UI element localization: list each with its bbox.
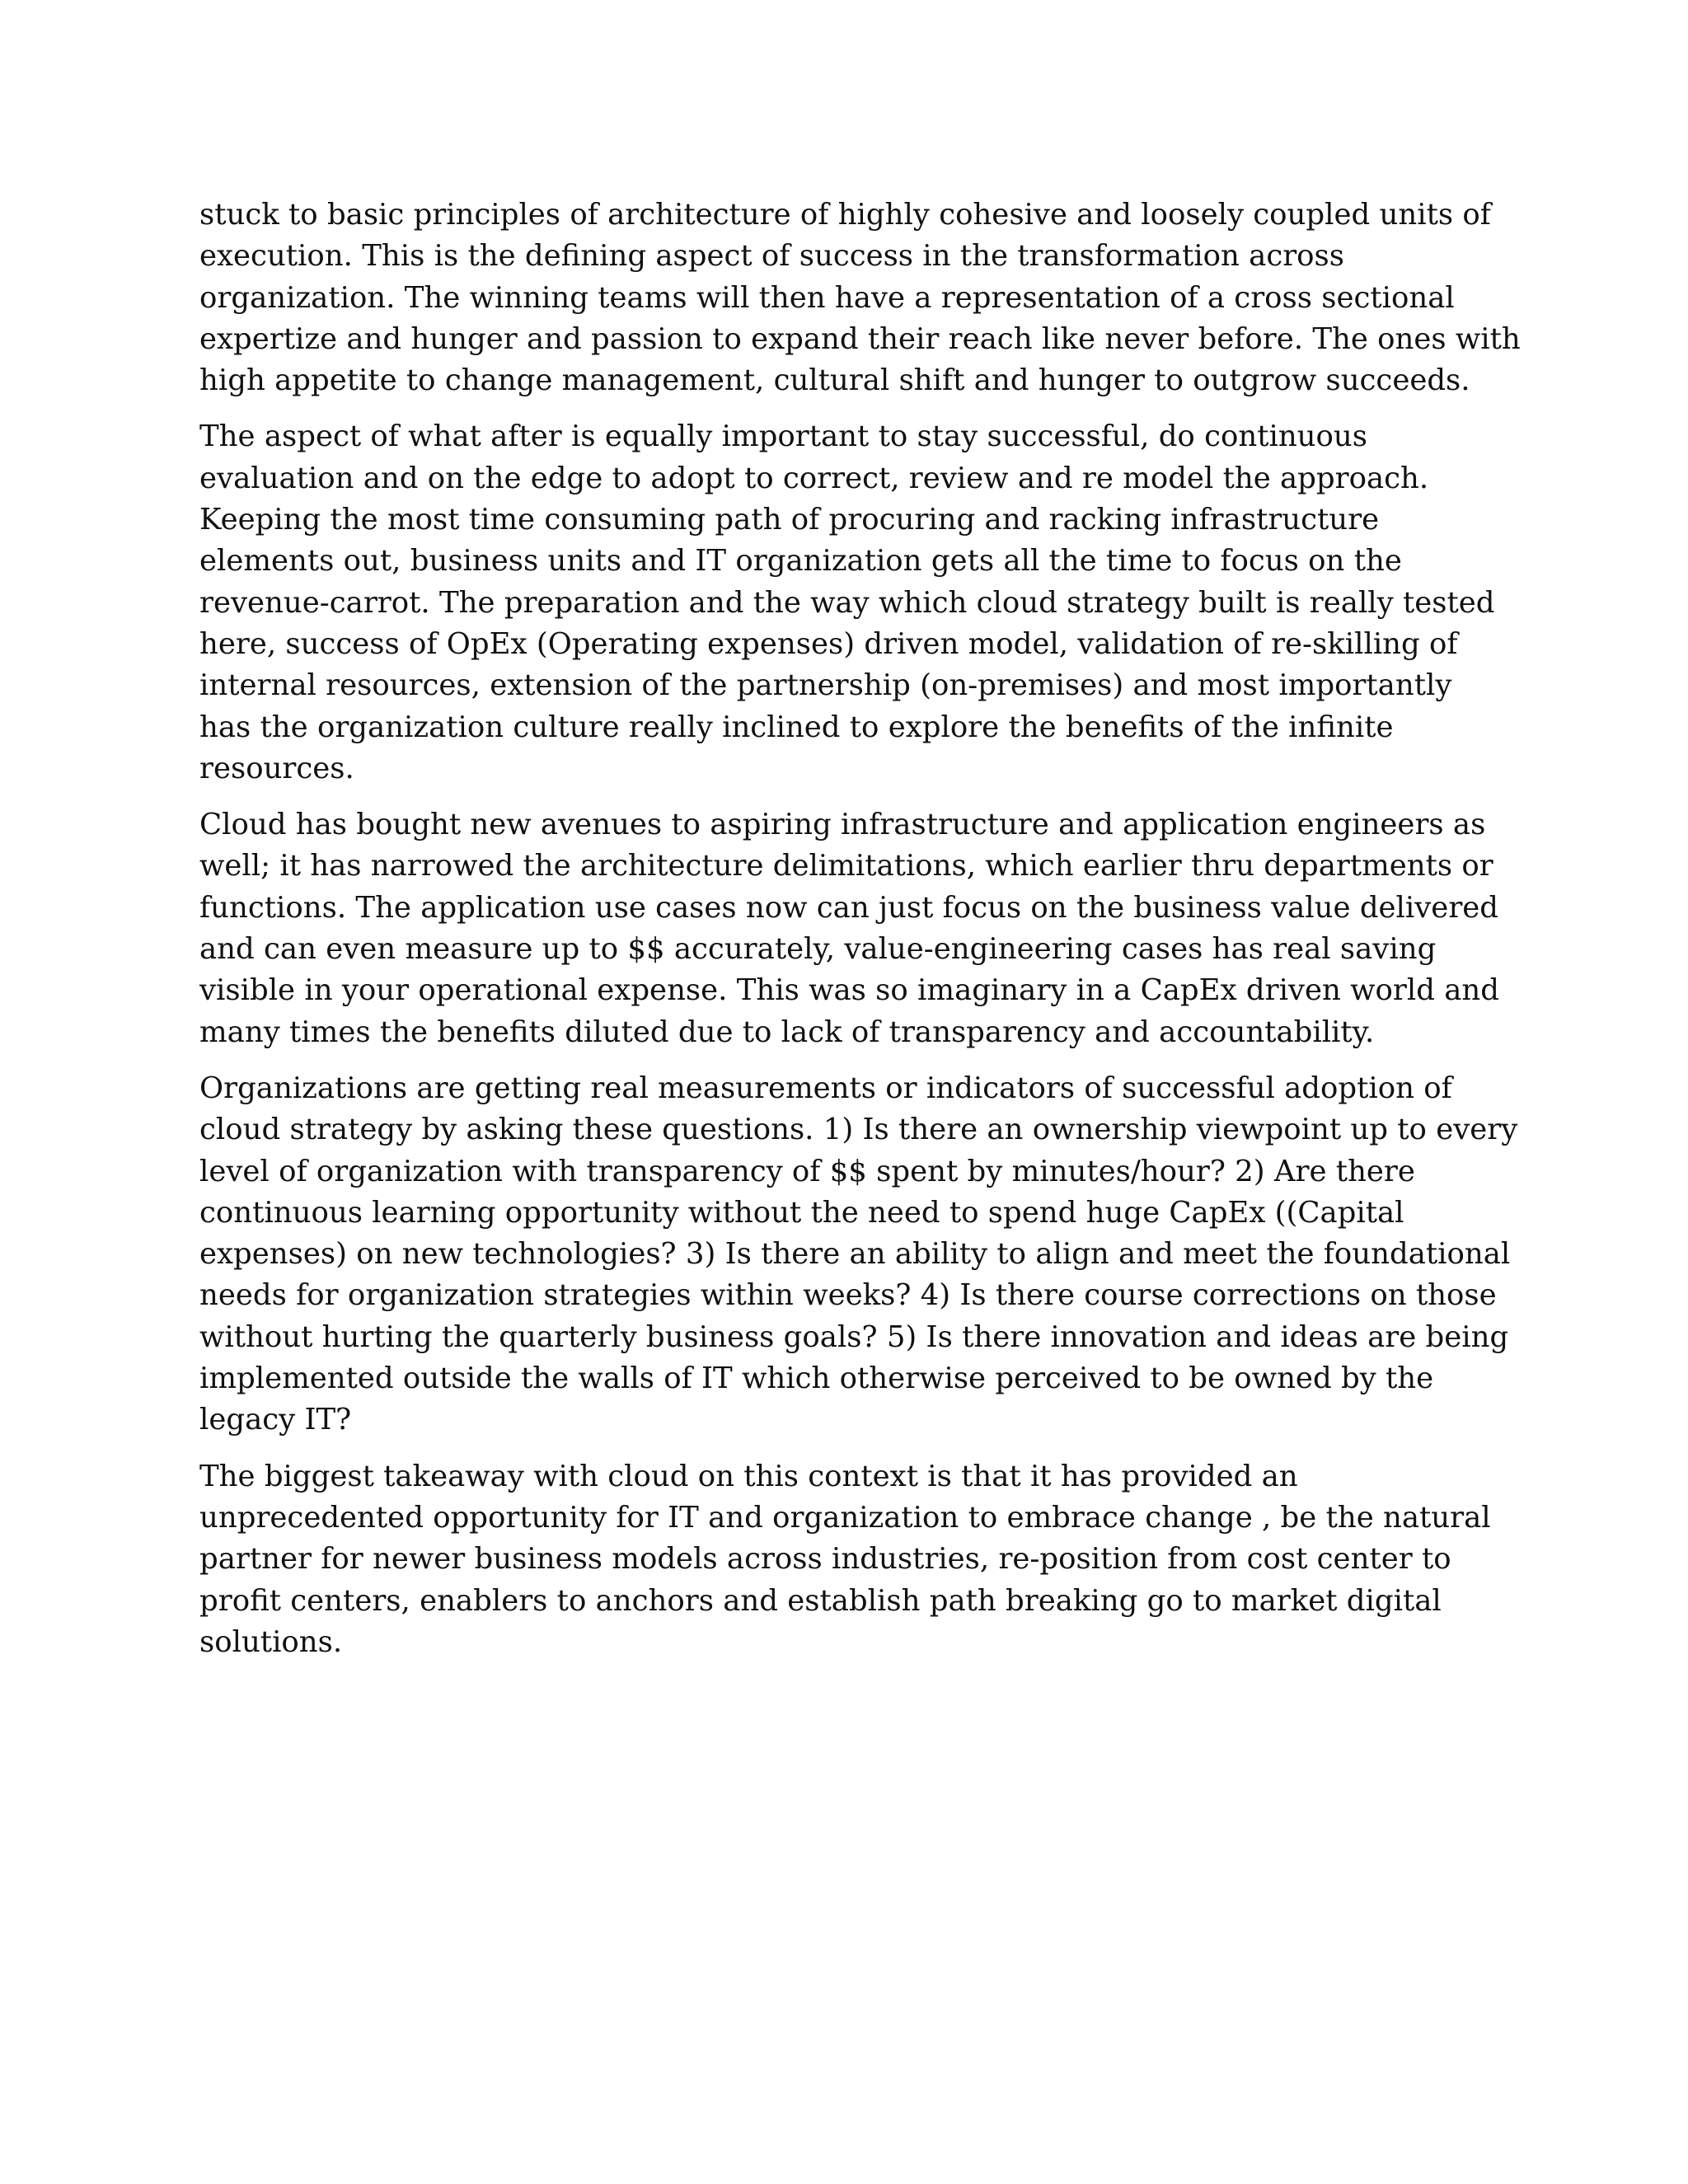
- text-line: profit centers, enablers to anchors and establish path breaking go to market digital: [199, 1583, 1442, 1618]
- text-line: Keeping the most time consuming path of procuring and racking infrastructure: [199, 503, 1380, 537]
- text-line: elements out, business units and IT organization gets all the time to focus on the: [199, 544, 1402, 579]
- text-line: has the organization culture really inclined to explore the benefits of the infinite: [199, 710, 1394, 744]
- paragraph-architecture-principles: [199, 194, 1521, 401]
- text-line: implemented outside the walls of IT which otherwise perceived to be owned by the: [199, 1361, 1434, 1396]
- text-line: and can even measure up to $$ accurately, value-engineering cases has real saving: [199, 932, 1437, 967]
- paragraph-adoption-questions: [199, 1068, 1518, 1441]
- text-line: Cloud has bought new avenues to aspiring infrastructure and application engineers as: [199, 808, 1486, 842]
- text-line: unprecedented opportunity for IT and organization to embrace change , be the natural: [199, 1500, 1491, 1535]
- text-line: organization. The winning teams will then have a representation of a cross sectional: [199, 280, 1455, 315]
- text-line: here, success of OpEx (Operating expenses) driven model, validation of re-skilling of: [199, 626, 1458, 661]
- paragraph-biggest-takeaway: [199, 1456, 1493, 1663]
- text-line: continuous learning opportunity without the need to spend huge CapEx ((Capital: [199, 1195, 1404, 1230]
- text-line: The biggest takeaway with cloud on this context is that it has provided an: [199, 1459, 1298, 1493]
- text-line: functions. The application use cases now can just focus on the business value delivered: [199, 890, 1499, 925]
- text-line: without hurting the quarterly business goals? 5) Is there innovation and ideas are being: [199, 1319, 1509, 1354]
- text-line: high appetite to change management, cultural shift and hunger to outgrow succeeds.: [199, 363, 1470, 398]
- text-line: needs for organization strategies within weeks? 4) Is there course corrections on those: [199, 1278, 1497, 1313]
- text-line: The aspect of what after is equally important to stay successful, do continuous: [199, 419, 1368, 454]
- text-line: stuck to basic principles of architecture of highly cohesive and loosely coupled units of: [199, 198, 1491, 232]
- text-line: expertize and hunger and passion to expand their reach like never before. The ones with: [199, 321, 1521, 356]
- text-line: execution. This is the defining aspect of success in the transformation across: [199, 239, 1344, 274]
- text-line: revenue-carrot. The preparation and the way which cloud strategy built is really tested: [199, 585, 1495, 620]
- text-line: evaluation and on the edge to adopt to correct, review and re model the approach.: [199, 461, 1429, 495]
- text-line: visible in your operational expense. This was so imaginary in a CapEx driven world and: [199, 973, 1499, 1008]
- text-line: level of organization with transparency of $$ spent by minutes/hour? 2) Are there: [199, 1154, 1415, 1188]
- document-body: [199, 194, 1521, 1678]
- text-line: cloud strategy by asking these questions. 1) Is there an ownership viewpoint up to every: [199, 1113, 1518, 1147]
- text-line: Organizations are getting real measurements or indicators of successful adoption of: [199, 1071, 1452, 1105]
- text-line: expenses) on new technologies? 3) Is there an ability to align and meet the foundational: [199, 1237, 1511, 1272]
- text-line: legacy IT?: [199, 1403, 352, 1437]
- text-line: solutions.: [199, 1624, 343, 1659]
- text-line: well; it has narrowed the architecture delimitations, which earlier thru departments or: [199, 849, 1493, 883]
- paragraph-new-avenues: [199, 804, 1499, 1053]
- text-line: internal resources, extension of the partnership (on-premises) and most importantly: [199, 668, 1452, 703]
- text-line: partner for newer business models across industries, re-position from cost center to: [199, 1542, 1451, 1577]
- text-line: many times the benefits diluted due to lack of transparency and accountability.: [199, 1015, 1375, 1049]
- paragraph-what-after: [199, 416, 1493, 790]
- text-line: resources.: [199, 751, 354, 785]
